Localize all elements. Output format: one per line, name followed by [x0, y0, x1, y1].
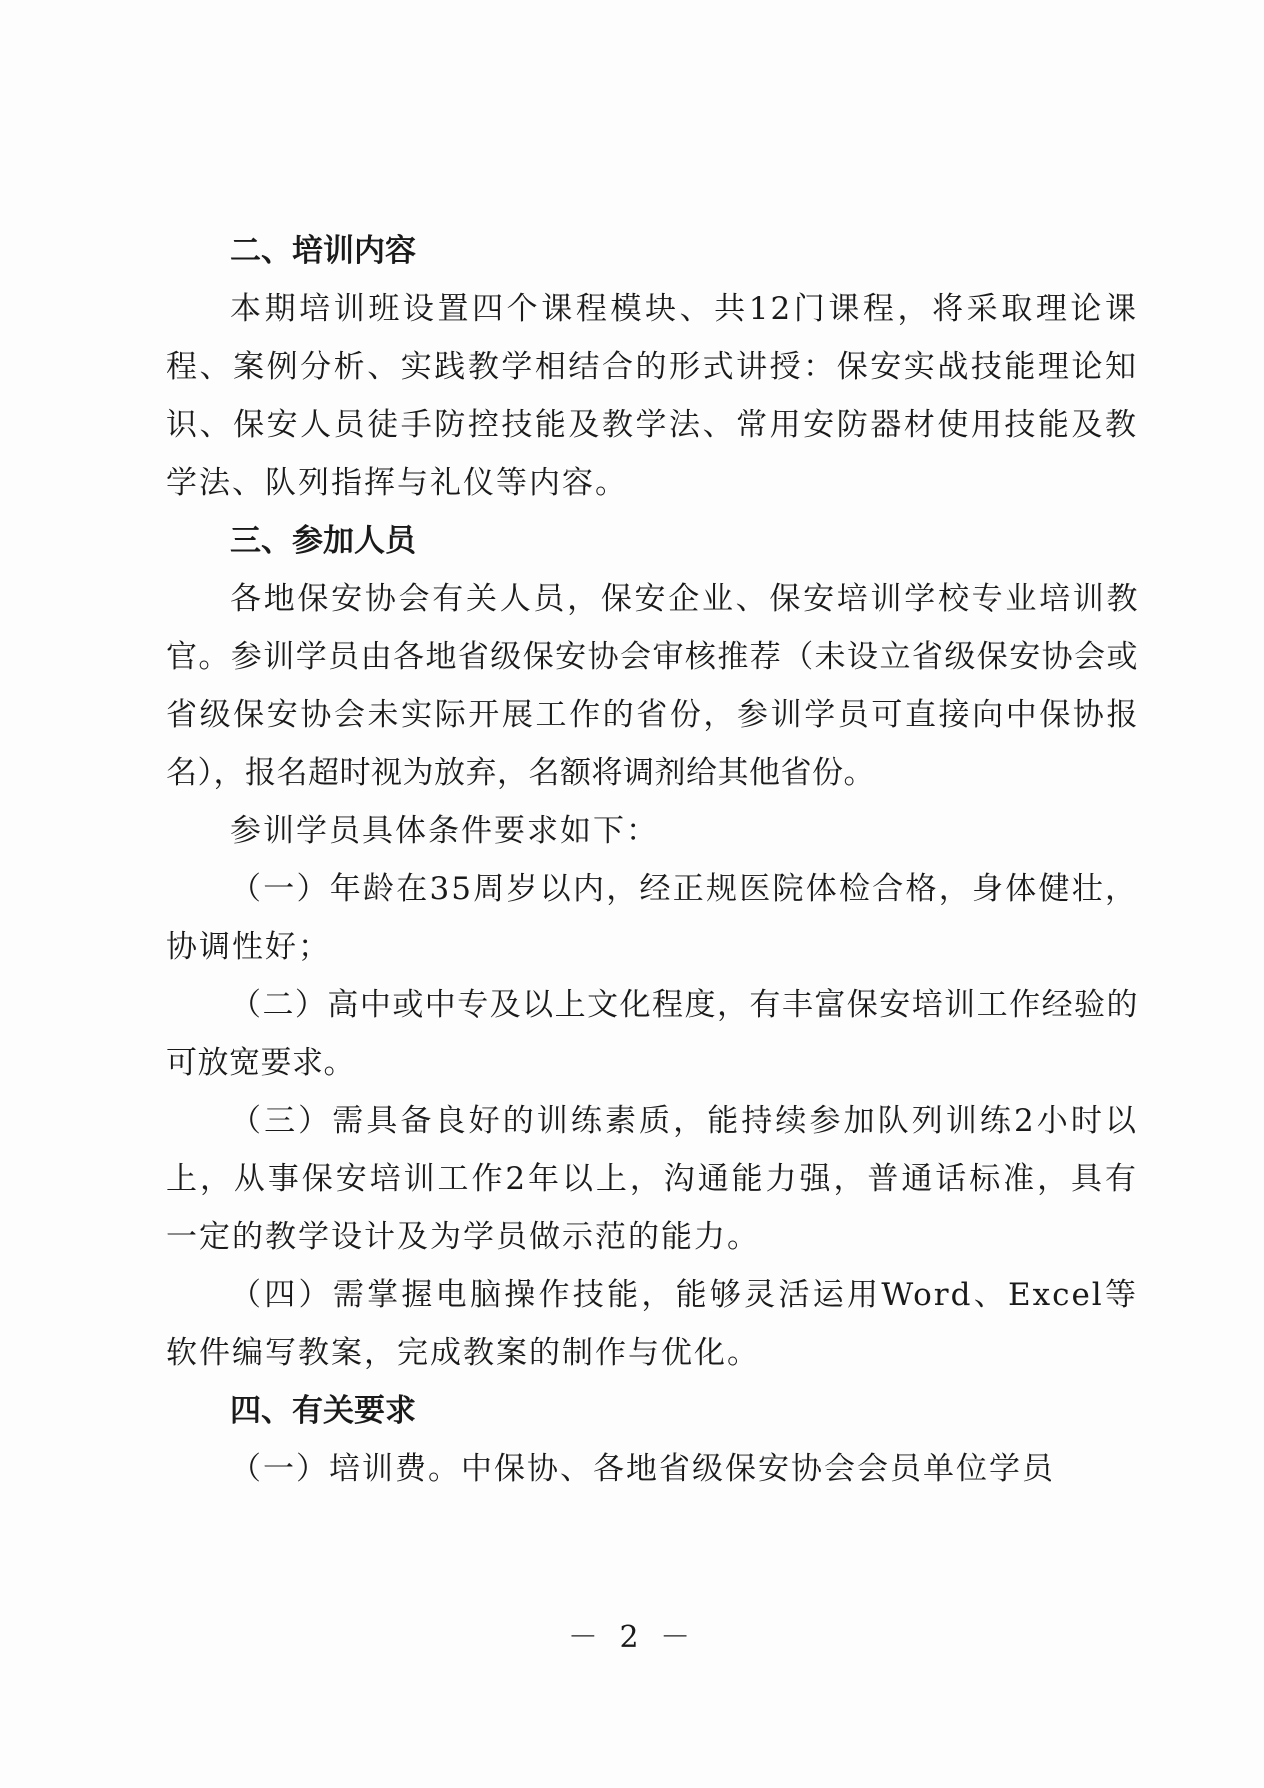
paragraph-requirement-1: （一）年龄在35周岁以内，经正规医院体检合格，身体健壮，协调性好； [166, 871, 1138, 965]
page-number: － 2 － [567, 1620, 697, 1655]
paragraph-requirement-3: （三）需具备良好的训练素质，能持续参加队列训练2小时以上，从事保安培训工作2年以上，沟通能力强，普通话标准，具有一定的教学设计及为学员做示范的能力。 [166, 1103, 1138, 1255]
paragraph-requirement-4: （四）需掌握电脑操作技能，能够灵活运用Word、Excel等软件编写教案，完成教案的制作与优化。 [166, 1277, 1138, 1371]
document-body [166, 222, 1138, 1498]
paragraph-training-fee: （一）培训费。中保协、各地省级保安协会会员单位学员 [230, 1451, 1055, 1487]
section-heading-participants: 三、参加人员 [230, 523, 416, 559]
section-heading-related-requirements: 四、有关要求 [230, 1393, 416, 1429]
paragraph-requirements-intro: 参训学员具体条件要求如下： [230, 813, 659, 849]
paragraph-participants: 各地保安协会有关人员，保安企业、保安培训学校专业培训教官。参训学员由各地省级保安协会审核推荐（未设立省级保安协会或省级保安协会未实际开展工作的省份，参训学员可直接向中保协报名），报名超时视为放弃，名额将调剂给其他省份。 [166, 581, 1138, 791]
section-heading-training-content: 二、培训内容 [230, 233, 416, 269]
paragraph-training-content: 本期培训班设置四个课程模块、共12门课程，将采取理论课程、案例分析、实践教学相结合的形式讲授：保安实战技能理论知识、保安人员徒手防控技能及教学法、常用安防器材使用技能及教学法、队列指挥与礼仪等内容。 [166, 291, 1138, 501]
paragraph-requirement-2: （二）高中或中专及以上文化程度，有丰富保安培训工作经验的可放宽要求。 [166, 987, 1138, 1081]
